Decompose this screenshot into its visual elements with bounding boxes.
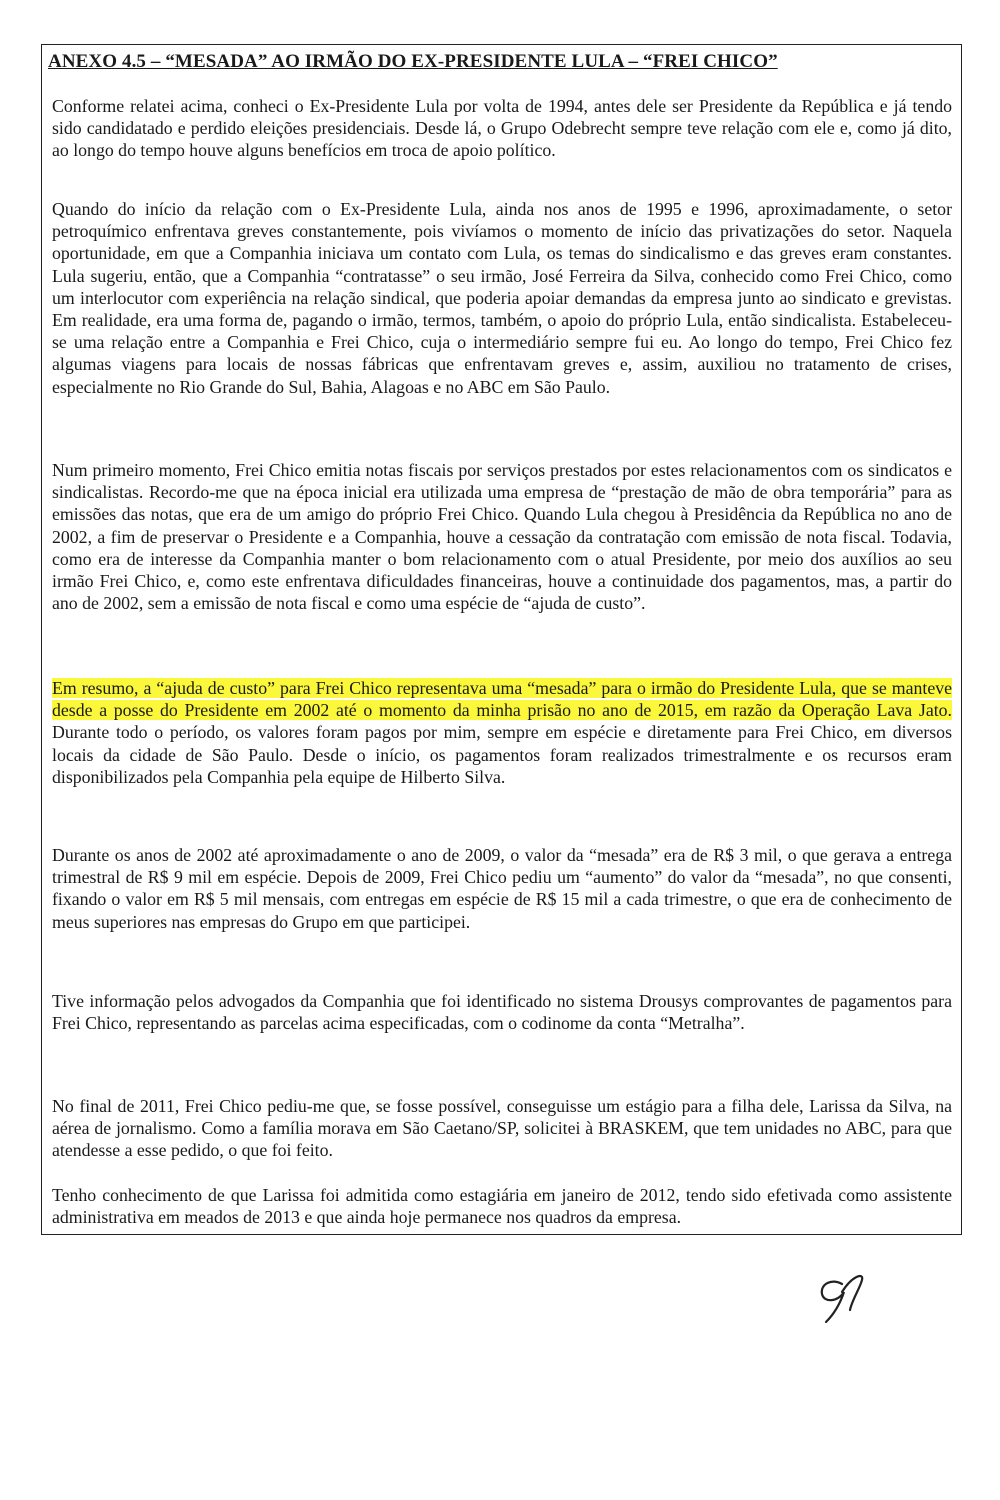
paragraph-internship-request: No final de 2011, Frei Chico pediu-me que, se fosse possível, conseguisse um estágio para a filha dele, Larissa da Silva, na aérea de jornalismo. Como a família morava em São Caetano/SP, solicitei à BRASKEM, que tem unidades no ABC, para que atendesse a esse pedido, o que foi feito. — [52, 1096, 952, 1161]
paragraph-drousys-system: Tive informação pelos advogados da Companhia que foi identificado no sistema Drousys comprovantes de pagamentos para Frei Chico, representando as parcelas acima especificadas, com o codinome da conta “Metralha”. — [52, 991, 952, 1034]
annex-title: ANEXO 4.5 – “MESADA” AO IRMÃO DO EX-PRESIDENTE LULA – “FREI CHICO” — [48, 51, 778, 72]
paragraph-larissa-hiring: Tenho conhecimento de que Larissa foi admitida como estagiária em janeiro de 2012, tendo sido efetivada como assistente administrativa em meados de 2013 e que ainda hoje permanece nos quadros da empresa. — [52, 1185, 952, 1228]
paragraph-intro: Conforme relatei acima, conheci o Ex-Presidente Lula por volta de 1994, antes dele ser Presidente da República e já tendo sido candidatado e perdido eleições presidenciais. Desde lá, o Grupo Odebrecht sempre teve relação com ele e, como já dito, ao longo do tempo houve alguns benefícios em troca de apoio político. — [52, 96, 952, 161]
paragraph-payment-values: Durante os anos de 2002 até aproximadamente o ano de 2009, o valor da “mesada” era de R$ 3 mil, o que gerava a entrega trimestral de R$ 9 mil em espécie. Depois de 2009, Frei Chico pediu um “aumento” do valor da “mesada”, no que consenti, fixando o valor em R$ 5 mil mensais, com entregas em espécie de R$ 15 mil a cada trimestre, o que era de conhecimento de meus superiores nas empresas do Grupo em que participei. — [52, 845, 952, 932]
handwritten-initials — [812, 1270, 876, 1326]
paragraph-summary — [52, 677, 952, 788]
summary-continuation-text: Durante todo o período, os valores foram pagos por mim, sempre em espécie e diretamente para Frei Chico, em diversos locais da cidade de São Paulo. Desde o início, os pagamentos foram realizados trimestralmente e os recursos eram disponibilizados pela Companhia pela equipe de Hilberto Silva. — [52, 722, 952, 787]
highlighted-summary-text: Em resumo, a “ajuda de custo” para Frei Chico representava uma “mesada” para o irmão do Presidente Lula, que se manteve desde a posse do Presidente em 2002 até o momento da minha prisão no ano de 2015, em razão da Operação Lava Jato. — [52, 678, 952, 721]
paragraph-relationship-origin: Quando do início da relação com o Ex-Presidente Lula, ainda nos anos de 1995 e 1996, aproximadamente, o setor petroquímico enfrentava greves constantemente, pois vivíamos o momento de início das privatizações do setor. Naquela oportunidade, em que a Companhia iniciava um contato com Lula, os temas do sindicalismo e das greves eram constantes. Lula sugeriu, então, que a Companhia “contratasse” o seu irmão, José Ferreira da Silva, conhecido como Frei Chico, como um interlocutor com experiência na relação sindical, que poderia apoiar demandas da empresa junto ao sindicato e grevistas. Em realidade, era uma forma de, pagando o irmão, termos, também, o apoio do próprio Lula, então sindicalista. Estabeleceu-se uma relação entre a Companhia e Frei Chico, cuja o intermediário sempre fui eu. Ao longo do tempo, Frei Chico fez algumas viagens para locais de nossas fábricas que enfrentavam greves e, assim, auxiliou no tratamento de crises, especialmente no Rio Grande do Sul, Bahia, Alagoas e no ABC em São Paulo. — [52, 199, 952, 397]
paragraph-invoices: Num primeiro momento, Frei Chico emitia notas fiscais por serviços prestados por estes relacionamentos com os sindicatos e sindicalistas. Recordo-me que na época inicial era utilizada uma empresa de “prestação de mão de obra temporária” para as emissões das notas, que era de um amigo do próprio Frei Chico. Quando Lula chegou à Presidência da República no ano de 2002, a fim de preservar o Presidente e a Companhia, houve a cessação da contratação com emissão de nota fiscal. Todavia, como era de interesse da Companhia manter o bom relacionamento com o atual Presidente, por meio dos auxílios ao seu irmão Frei Chico, e, como este enfrentava dificuldades financeiras, houve a continuidade dos pagamentos, mas, a partir do ano de 2002, sem a emissão de nota fiscal e como uma espécie de “ajuda de custo”. — [52, 460, 952, 614]
